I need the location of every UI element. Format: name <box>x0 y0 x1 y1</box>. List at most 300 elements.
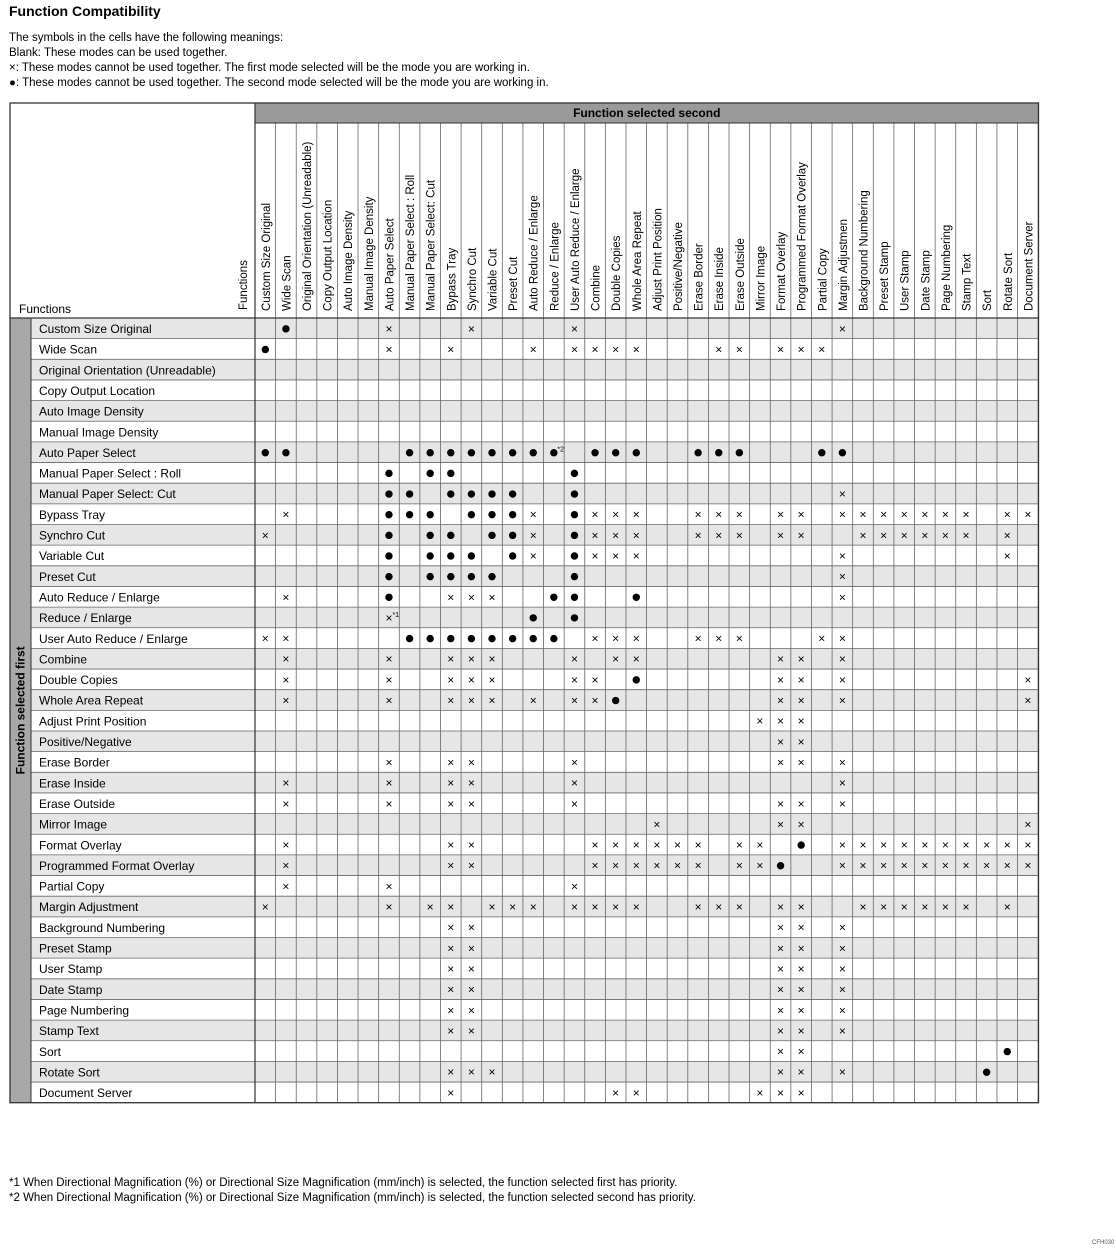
cell-cross: × <box>838 321 846 336</box>
footnotes <box>9 1176 696 1206</box>
cell-cross: × <box>715 342 723 357</box>
cell-cross: × <box>509 900 517 915</box>
column-header: Synchro Cut <box>466 247 479 311</box>
cell-footnote-ref: *1 <box>392 611 400 619</box>
cell-cross: × <box>570 342 578 357</box>
cell-cross: × <box>777 1003 785 1018</box>
cell-cross: × <box>797 342 805 357</box>
figure-code: CFH030 <box>1092 1240 1115 1246</box>
cell-cross: × <box>797 941 805 956</box>
row-shade <box>31 814 1039 835</box>
cell-dot <box>447 552 454 559</box>
cell-dot <box>426 635 433 642</box>
cell-dot <box>468 573 475 580</box>
cell-cross: × <box>777 941 785 956</box>
cell-cross: × <box>632 548 640 563</box>
cell-cross: × <box>838 941 846 956</box>
cell-cross: × <box>715 900 723 915</box>
cell-cross: × <box>282 838 290 853</box>
cell-cross: × <box>983 858 991 873</box>
cell-cross: × <box>467 672 475 687</box>
column-header: Preset Cut <box>508 256 521 311</box>
cell-cross: × <box>612 507 620 522</box>
cell-cross: × <box>632 1085 640 1100</box>
cell-cross: × <box>591 528 599 543</box>
row-label: Partial Copy <box>39 879 105 894</box>
cell-cross: × <box>591 631 599 646</box>
cell-dot <box>571 552 578 559</box>
cell-dot <box>426 449 433 456</box>
row-label: Original Orientation (Unreadable) <box>39 363 216 378</box>
column-header: Bypass Tray <box>446 247 459 311</box>
cell-cross: × <box>838 838 846 853</box>
row-label: Format Overlay <box>39 838 122 853</box>
cell-cross: × <box>1024 817 1032 832</box>
cell-cross: × <box>282 776 290 791</box>
cell-cross: × <box>838 590 846 605</box>
cell-dot <box>839 449 846 456</box>
cell-cross: × <box>818 342 826 357</box>
cell-dot <box>509 532 516 539</box>
cell-cross: × <box>941 900 949 915</box>
cell-cross: × <box>921 507 929 522</box>
row-label: Copy Output Location <box>39 383 156 398</box>
cell-cross: × <box>570 321 578 336</box>
cell-cross: × <box>591 693 599 708</box>
cell-dot <box>488 532 495 539</box>
cell-cross: × <box>777 528 785 543</box>
cell-cross: × <box>591 900 599 915</box>
row-label: Preset Cut <box>39 569 96 584</box>
cell-cross: × <box>447 1085 455 1100</box>
column-header: Manual Paper Select: Cut <box>425 179 438 311</box>
cell-cross: × <box>777 796 785 811</box>
cell-cross: × <box>447 652 455 667</box>
cell-cross: × <box>426 900 434 915</box>
cell-cross: × <box>797 1023 805 1038</box>
cell-cross: × <box>921 528 929 543</box>
cell-cross: × <box>735 631 743 646</box>
cell-cross: × <box>467 693 475 708</box>
cell-cross: × <box>838 776 846 791</box>
cell-cross: × <box>797 817 805 832</box>
cell-dot <box>571 573 578 580</box>
cell-cross: × <box>797 1044 805 1059</box>
row-label: Auto Paper Select <box>39 445 136 460</box>
cell-cross: × <box>921 900 929 915</box>
cell-cross: × <box>797 652 805 667</box>
column-header: Double Copies <box>611 235 624 311</box>
cell-cross: × <box>447 1065 455 1080</box>
cell-cross: × <box>447 1023 455 1038</box>
cell-cross: × <box>447 693 455 708</box>
cell-cross: × <box>488 1065 496 1080</box>
cell-cross: × <box>385 796 393 811</box>
cell-cross: × <box>1003 528 1011 543</box>
cell-cross: × <box>467 776 475 791</box>
row-label: Preset Stamp <box>39 941 112 956</box>
cell-cross: × <box>447 755 455 770</box>
cell-dot <box>488 449 495 456</box>
cell-cross: × <box>632 507 640 522</box>
cell-cross: × <box>1024 672 1032 687</box>
cell-cross: × <box>983 838 991 853</box>
cell-cross: × <box>777 961 785 976</box>
cell-footnote-ref: *2 <box>557 446 564 454</box>
cell-cross: × <box>591 838 599 853</box>
row-label: Mirror Image <box>39 817 108 832</box>
cell-cross: × <box>612 342 620 357</box>
cell-cross: × <box>467 1023 475 1038</box>
row-label: User Stamp <box>39 962 103 977</box>
column-header: User Auto Reduce / Enlarge <box>569 168 582 311</box>
cell-cross: × <box>1003 858 1011 873</box>
cell-dot <box>385 490 392 497</box>
cell-dot <box>385 594 392 601</box>
legend-cross: ×: These modes cannot be used together. The first mode selected will be the mode you are working in. <box>9 62 530 74</box>
cell-cross: × <box>612 548 620 563</box>
row-label: Page Numbering <box>39 1003 130 1018</box>
cell-cross: × <box>612 838 620 853</box>
row-label: Sort <box>39 1044 62 1059</box>
cell-cross: × <box>715 507 723 522</box>
cell-cross: × <box>777 734 785 749</box>
cell-cross: × <box>777 693 785 708</box>
cell-cross: × <box>756 1085 764 1100</box>
cell-dot <box>447 573 454 580</box>
column-header: Auto Image Density <box>343 210 356 311</box>
cell-cross: × <box>467 590 475 605</box>
cell-dot <box>818 449 825 456</box>
cell-cross: × <box>859 900 867 915</box>
row-shade <box>31 566 1039 587</box>
corner-functions-label: Functions <box>19 302 72 316</box>
row-label: Stamp Text <box>39 1024 99 1039</box>
cell-cross: × <box>777 982 785 997</box>
cell-cross: × <box>941 838 949 853</box>
cell-dot <box>509 552 516 559</box>
row-shade <box>31 318 1039 339</box>
cell-cross: × <box>880 528 888 543</box>
cell-cross: × <box>838 487 846 502</box>
cell-cross: × <box>797 920 805 935</box>
cell-cross: × <box>838 920 846 935</box>
row-shade <box>31 772 1039 793</box>
cell-cross: × <box>797 734 805 749</box>
cell-cross: × <box>282 590 290 605</box>
cell-cross: × <box>777 817 785 832</box>
cell-cross: × <box>797 714 805 729</box>
cell-cross: × <box>962 858 970 873</box>
cell-cross: × <box>735 838 743 853</box>
cell-dot <box>530 614 537 621</box>
cell-cross: × <box>612 528 620 543</box>
cell-cross: × <box>570 796 578 811</box>
column-header: Original Orientation (Unreadable) <box>302 141 315 311</box>
column-header: Partial Copy <box>817 248 830 311</box>
row-label: Combine <box>39 652 88 667</box>
cell-cross: × <box>962 900 970 915</box>
cell-cross: × <box>529 342 537 357</box>
cell-dot <box>262 346 269 353</box>
row-shade <box>31 648 1039 669</box>
cell-cross: × <box>261 631 269 646</box>
cell-cross: × <box>777 714 785 729</box>
cell-cross: × <box>591 507 599 522</box>
cell-dot <box>694 449 701 456</box>
cell-dot <box>612 449 619 456</box>
cell-cross: × <box>467 941 475 956</box>
cell-cross: × <box>797 796 805 811</box>
cell-cross: × <box>735 900 743 915</box>
cell-cross: × <box>838 569 846 584</box>
cell-dot <box>736 449 743 456</box>
cell-cross: × <box>385 610 393 625</box>
cell-cross: × <box>797 1003 805 1018</box>
cell-cross: × <box>921 838 929 853</box>
cell-cross: × <box>756 714 764 729</box>
column-header: Variable Cut <box>487 248 500 311</box>
cell-cross: × <box>385 342 393 357</box>
cell-cross: × <box>777 920 785 935</box>
cell-cross: × <box>612 1085 620 1100</box>
cell-cross: × <box>797 507 805 522</box>
cell-cross: × <box>962 838 970 853</box>
cell-dot <box>530 635 537 642</box>
cell-dot <box>633 676 640 683</box>
cell-dot <box>447 470 454 477</box>
cell-cross: × <box>673 838 682 853</box>
cell-cross: × <box>1024 858 1032 873</box>
cell-cross: × <box>941 858 949 873</box>
cell-cross: × <box>447 961 455 976</box>
cell-dot <box>571 490 578 497</box>
cell-cross: × <box>467 1003 475 1018</box>
cell-cross: × <box>838 755 846 770</box>
cell-cross: × <box>921 858 929 873</box>
row-label: Auto Image Density <box>39 404 144 419</box>
cell-cross: × <box>467 755 475 770</box>
row-label: Reduce / Enlarge <box>39 611 132 626</box>
cell-dot <box>488 573 495 580</box>
cell-cross: × <box>797 900 805 915</box>
cell-cross: × <box>694 900 702 915</box>
row-shade <box>31 1061 1039 1082</box>
functions-column-label: Functions <box>238 260 250 310</box>
cell-cross: × <box>261 528 269 543</box>
cell-cross: × <box>838 631 846 646</box>
row-label: Manual Paper Select : Roll <box>39 466 182 481</box>
cell-cross: × <box>447 920 455 935</box>
column-header: Positive/Negative <box>673 222 686 311</box>
cell-dot <box>447 532 454 539</box>
cell-cross: × <box>838 652 846 667</box>
cell-cross: × <box>447 941 455 956</box>
cell-cross: × <box>488 900 496 915</box>
cell-cross: × <box>282 652 290 667</box>
cell-cross: × <box>529 548 537 563</box>
cell-cross: × <box>467 652 475 667</box>
cell-cross: × <box>385 879 393 894</box>
cell-cross: × <box>282 693 290 708</box>
cell-dot <box>426 470 433 477</box>
cell-cross: × <box>653 838 661 853</box>
cell-cross: × <box>694 858 702 873</box>
row-label: Adjust Print Position <box>39 714 147 729</box>
row-label: Whole Area Repeat <box>39 693 144 708</box>
cell-cross: × <box>591 342 599 357</box>
row-label: Positive/Negative <box>39 735 132 749</box>
cell-cross: × <box>838 858 846 873</box>
cell-cross: × <box>797 755 805 770</box>
cell-dot <box>385 552 392 559</box>
cell-cross: × <box>859 858 867 873</box>
cell-cross: × <box>632 631 640 646</box>
cell-cross: × <box>838 796 846 811</box>
column-header: Combine <box>590 264 603 311</box>
column-header: Auto Paper Select <box>384 218 397 311</box>
cell-cross: × <box>797 1085 805 1100</box>
column-header: Format Overlay <box>776 231 789 311</box>
cell-dot <box>447 449 454 456</box>
row-label: Manual Image Density <box>39 425 159 440</box>
cell-cross: × <box>261 900 269 915</box>
column-header: Erase Inside <box>714 247 727 311</box>
cell-cross: × <box>1003 507 1011 522</box>
cell-cross: × <box>1024 838 1032 853</box>
cell-cross: × <box>591 858 599 873</box>
first-header-label: Function selected first <box>13 646 28 775</box>
cell-dot <box>550 635 557 642</box>
cell-dot <box>488 490 495 497</box>
cell-cross: × <box>570 776 578 791</box>
cell-dot <box>633 594 640 601</box>
cell-cross: × <box>447 982 455 997</box>
cell-cross: × <box>838 507 846 522</box>
legend-intro: The symbols in the cells have the following meanings: <box>9 32 284 44</box>
cell-cross: × <box>447 776 455 791</box>
cell-cross: × <box>838 961 846 976</box>
cell-cross: × <box>880 858 888 873</box>
cell-cross: × <box>570 672 578 687</box>
cell-cross: × <box>612 858 620 873</box>
row-label: Custom Size Original <box>39 322 152 336</box>
cell-dot <box>385 511 392 518</box>
cell-cross: × <box>467 961 475 976</box>
cell-cross: × <box>797 1065 805 1080</box>
cell-cross: × <box>859 528 867 543</box>
cell-cross: × <box>900 900 908 915</box>
cell-cross: × <box>447 796 455 811</box>
cell-dot <box>282 449 289 456</box>
cell-cross: × <box>282 796 290 811</box>
cell-cross: × <box>282 879 290 894</box>
legend-blank: Blank: These modes can be used together. <box>9 47 228 59</box>
cell-cross: × <box>859 507 867 522</box>
cell-cross: × <box>735 507 743 522</box>
row-label: Background Numbering <box>39 920 166 935</box>
column-header: Auto Reduce / Enlarge <box>528 195 541 311</box>
row-label: Date Stamp <box>39 982 103 997</box>
cell-cross: × <box>962 507 970 522</box>
cell-cross: × <box>467 920 475 935</box>
cell-cross: × <box>777 672 785 687</box>
cell-cross: × <box>467 858 475 873</box>
cell-cross: × <box>735 858 743 873</box>
column-header: Page Numbering <box>940 224 953 311</box>
column-header: Whole Area Repeat <box>631 211 644 311</box>
column-header: Date Stamp <box>920 250 933 311</box>
cell-cross: × <box>488 590 496 605</box>
row-label: Bypass Tray <box>39 507 106 522</box>
cell-cross: × <box>838 982 846 997</box>
cell-dot <box>385 470 392 477</box>
column-header: Reduce / Enlarge <box>549 222 562 311</box>
cell-cross: × <box>797 961 805 976</box>
column-header: Manual Image Density <box>363 196 376 311</box>
cell-dot <box>571 470 578 477</box>
cell-cross: × <box>632 528 640 543</box>
cell-cross: × <box>467 321 475 336</box>
cell-cross: × <box>694 507 702 522</box>
cell-cross: × <box>447 342 455 357</box>
column-header: Erase Outside <box>734 238 747 311</box>
cell-cross: × <box>838 1023 846 1038</box>
row-label: Programmed Format Overlay <box>39 858 195 873</box>
cell-cross: × <box>653 858 661 873</box>
cell-cross: × <box>694 631 702 646</box>
cell-cross: × <box>385 900 393 915</box>
cell-cross: × <box>838 672 846 687</box>
cell-cross: × <box>282 507 290 522</box>
row-label: Synchro Cut <box>39 528 106 543</box>
cell-cross: × <box>900 507 908 522</box>
cell-cross: × <box>447 900 455 915</box>
row-shade <box>31 483 1039 504</box>
cell-cross: × <box>570 900 578 915</box>
cell-cross: × <box>777 1023 785 1038</box>
cell-dot <box>262 449 269 456</box>
cell-cross: × <box>673 858 682 873</box>
cell-cross: × <box>797 672 805 687</box>
cell-cross: × <box>529 900 537 915</box>
cell-cross: × <box>632 652 640 667</box>
cell-dot <box>488 635 495 642</box>
cell-dot <box>633 449 640 456</box>
cell-cross: × <box>447 838 455 853</box>
cell-cross: × <box>777 1085 785 1100</box>
cell-dot <box>468 635 475 642</box>
cell-cross: × <box>797 982 805 997</box>
row-label: Double Copies <box>39 673 118 688</box>
cell-cross: × <box>282 631 290 646</box>
row-label: Margin Adjustment <box>39 900 139 915</box>
cell-cross: × <box>591 672 599 687</box>
page-title: Function Compatibility <box>9 3 161 19</box>
row-shade <box>31 401 1039 422</box>
column-header: Sort <box>982 289 995 311</box>
cell-cross: × <box>632 900 640 915</box>
cell-cross: × <box>1003 900 1011 915</box>
cell-cross: × <box>570 879 578 894</box>
second-header-label: Function selected second <box>573 106 721 120</box>
cell-cross: × <box>777 1044 785 1059</box>
cell-dot <box>468 552 475 559</box>
cell-cross: × <box>735 342 743 357</box>
cell-dot <box>426 511 433 518</box>
cell-cross: × <box>900 858 908 873</box>
cell-dot <box>468 449 475 456</box>
